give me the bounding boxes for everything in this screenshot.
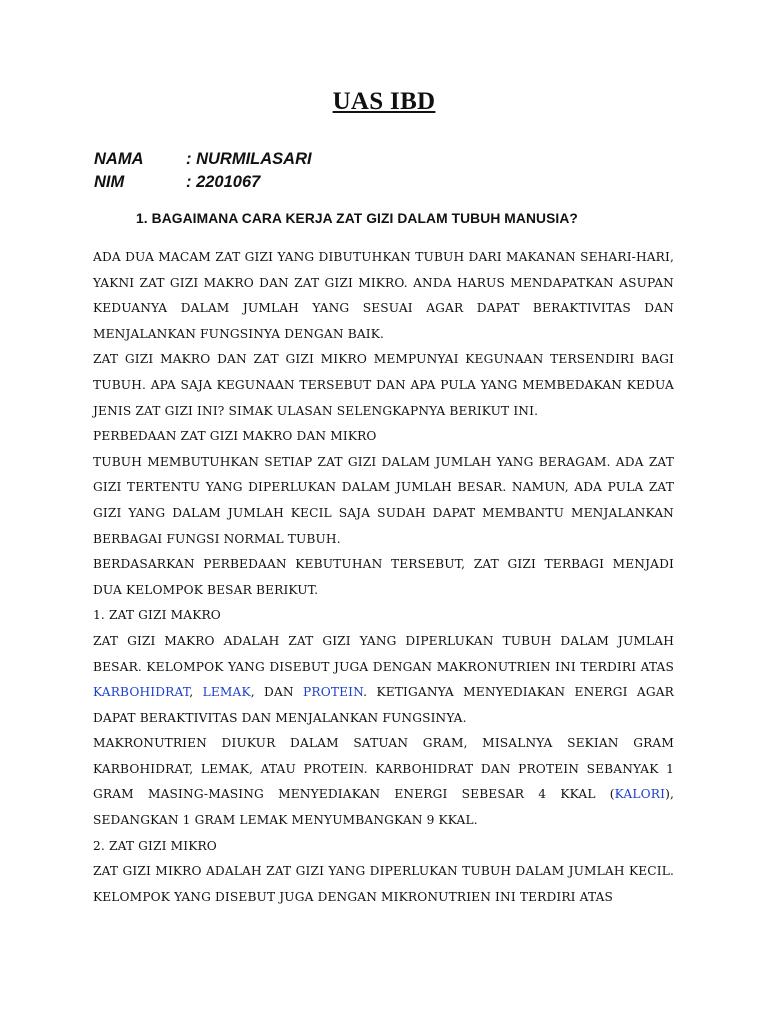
section-heading-makro: 1. ZAT GIZI MAKRO bbox=[93, 608, 221, 623]
nama-label: NAMA bbox=[94, 150, 144, 168]
text-run: , bbox=[189, 685, 203, 700]
text-run: MAKRONUTRIEN DIUKUR DALAM SATUAN GRAM, MISALNYA SEKIAN GRAM KARBOHIDRAT, LEMAK, ATAU PROTEIN. KARBOHIDRAT DAN PROTEIN SEBANYAK 1 GRAM MASING-MASING MENYEDIAKAN ENERGI SEBESAR 4 KKAL ( bbox=[93, 736, 674, 802]
question-heading: 1. BAGAIMANA CARA KERJA ZAT GIZI DALAM TUBUH MANUSIA? bbox=[136, 211, 578, 226]
paragraph: TUBUH MEMBUTUHKAN SETIAP ZAT GIZI DALAM JUMLAH YANG BERAGAM. ADA ZAT GIZI TERTENTU YANG DIPERLUKAN DALAM JUMLAH BESAR. NAMUN, ADA PULA ZAT GIZI YANG DALAM JUMLAH KECIL SAJA SUDAH DAPAT MEMBANTU MENJALANKAN BERBAGAI FUNGSI NORMAL TUBUH. bbox=[93, 454, 674, 546]
nama-value: : NURMILASARI bbox=[186, 150, 312, 168]
section-heading-mikro: 2. ZAT GIZI MIKRO bbox=[93, 838, 217, 853]
nim-row bbox=[94, 173, 260, 192]
link-protein[interactable]: PROTEIN bbox=[303, 685, 364, 700]
text-run: , DAN bbox=[250, 685, 304, 700]
paragraph-makronutrien bbox=[93, 731, 674, 833]
paragraph: ZAT GIZI MAKRO DAN ZAT GIZI MIKRO MEMPUNYAI KEGUNAAN TERSENDIRI BAGI TUBUH. APA SAJA KEGUNAAN TERSEBUT DAN APA PULA YANG MEMBEDAKAN KEDUA JENIS ZAT GIZI INI? SIMAK ULASAN SELENGKAPNYA BERIKUT INI. bbox=[93, 352, 674, 418]
paragraph: ZAT GIZI MIKRO ADALAH ZAT GIZI YANG DIPERLUKAN TUBUH DALAM JUMLAH KECIL. KELOMPOK YANG DISEBUT JUGA DENGAN MIKRONUTRIEN INI TERDIRI ATAS bbox=[93, 864, 674, 904]
paragraph-subheading: PERBEDAAN ZAT GIZI MAKRO DAN MIKRO bbox=[93, 429, 377, 444]
text-run: ZAT GIZI MAKRO ADALAH ZAT GIZI YANG DIPERLUKAN TUBUH DALAM JUMLAH BESAR. KELOMPOK YANG DISEBUT JUGA DENGAN MAKRONUTRIEN INI TERDIRI ATAS bbox=[93, 633, 674, 674]
paragraph: ADA DUA MACAM ZAT GIZI YANG DIBUTUHKAN TUBUH DARI MAKANAN SEHARI-HARI, YAKNI ZAT GIZI MAKRO DAN ZAT GIZI MIKRO. ANDA HARUS MENDAPATKAN ASUPAN KEDUANYA DALAM JUMLAH YANG SESUAI AGAR DAPAT BERAKTIVITAS DAN MENJALANKAN FUNGSINYA DENGAN BAIK. bbox=[93, 250, 674, 341]
text-run: ), SEDANGKAN 1 GRAM LEMAK MENYUMBANGKAN 9 KKAL. bbox=[93, 787, 674, 828]
paragraph: BERDASARKAN PERBEDAAN KEBUTUHAN TERSEBUT, ZAT GIZI TERBAGI MENJADI DUA KELOMPOK BESAR BERIKUT. bbox=[93, 557, 674, 597]
link-karbohidrat[interactable]: KARBOHIDRAT bbox=[93, 685, 190, 700]
document-title: UAS IBD bbox=[332, 88, 436, 115]
nim-label: NIM bbox=[94, 173, 125, 191]
link-kalori[interactable]: KALORI bbox=[614, 787, 666, 802]
answer-body bbox=[93, 245, 674, 910]
nim-value: : 2201067 bbox=[186, 173, 261, 191]
text-run: . KETIGANYA MENYEDIAKAN ENERGI AGAR DAPAT BERAKTIVITAS DAN MENJALANKAN FUNGSINYA. bbox=[93, 685, 674, 725]
link-lemak[interactable]: LEMAK bbox=[202, 685, 251, 700]
paragraph-makro bbox=[93, 629, 674, 731]
nama-row bbox=[94, 150, 312, 169]
